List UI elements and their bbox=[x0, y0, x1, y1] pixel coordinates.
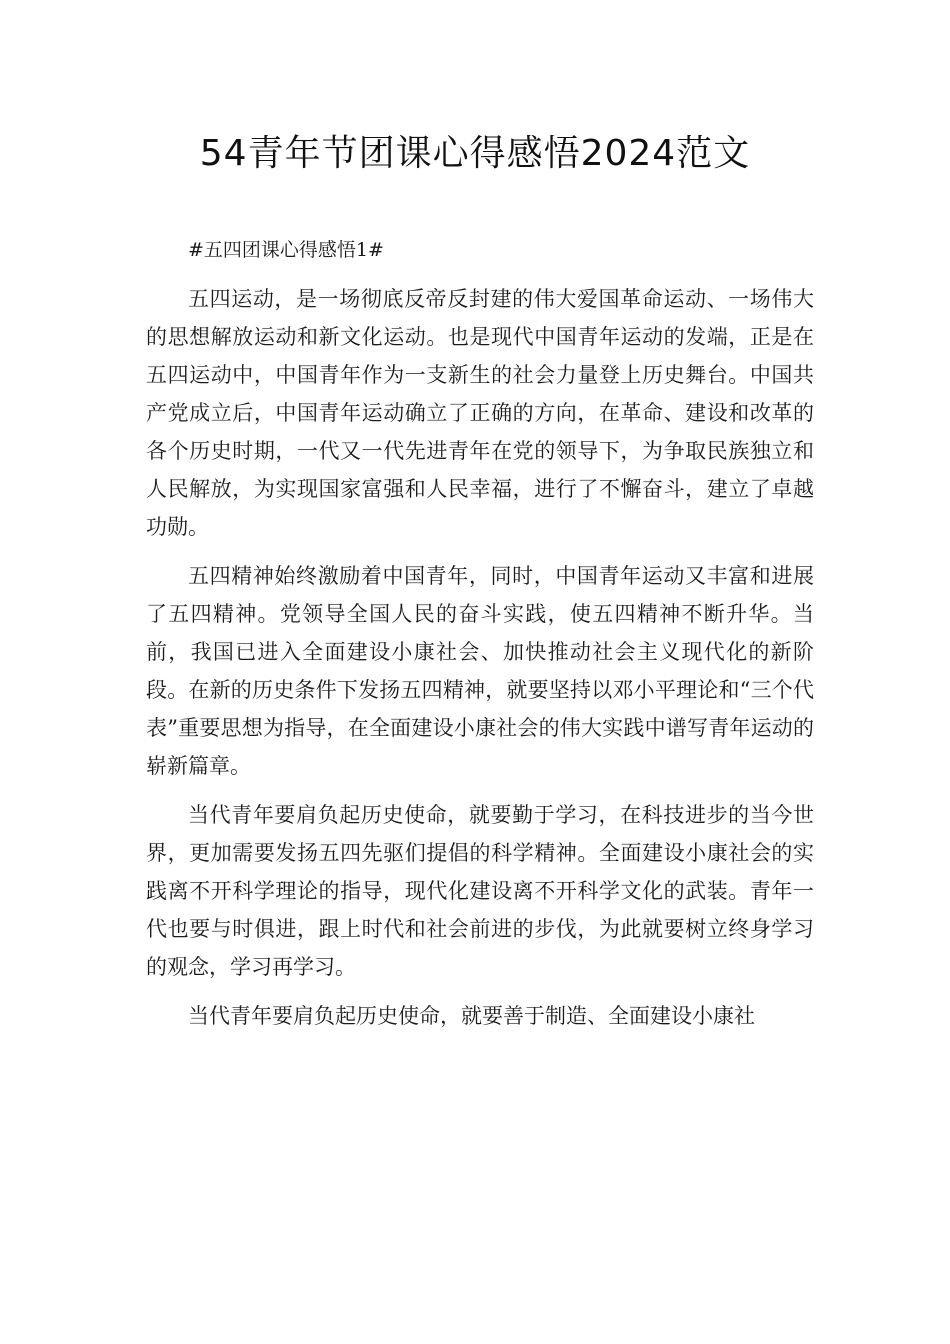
paragraph-1: 五四运动，是一场彻底反帝反封建的伟大爱国革命运动、一场伟大的思想解放运动和新文化运动。也是现代中国青年运动的发端，正是在五四运动中，中国青年作为一支新生的社会力量登上历史舞台。中国共产党成立后，中国青年运动确立了正确的方向，在革命、建设和改革的各个历史时期，一代又一代先进青年在党的领导下，为争取民族独立和人民解放，为实现国家富强和人民幸福，进行了不懈奋斗，建立了卓越功勋。 bbox=[146, 287, 814, 539]
paragraph-4: 当代青年要肩负起历史使命，就要善于制造、全面建设小康社 bbox=[188, 1004, 755, 1028]
paragraph-3: 当代青年要肩负起历史使命，就要勤于学习，在科技进步的当今世界，更加需要发扬五四先驱们提倡的科学精神。全面建设小康社会的实践离不开科学理论的指导，现代化建设离不开科学文化的武装。青年一代也要与时俱进，跟上时代和社会前进的步伐，为此就要树立终身学习的观念，学习再学习。 bbox=[146, 803, 814, 979]
document-title: 54青年节团课心得感悟2024范文 bbox=[199, 133, 751, 174]
document-body bbox=[146, 231, 814, 1037]
section-heading: #五四团课心得感悟1# bbox=[188, 239, 384, 261]
paragraph-2: 五四精神始终激励着中国青年，同时，中国青年运动又丰富和进展了五四精神。党领导全国人民的奋斗实践，使五四精神不断升华。当前，我国已进入全面建设小康社会、加快推动社会主义现代化的新阶段。在新的历史条件下发扬五四精神，就要坚持以邓小平理论和“三个代表”重要思想为指导，在全面建设小康社会的伟大实践中谱写青年运动的崭新篇章。 bbox=[146, 564, 814, 778]
